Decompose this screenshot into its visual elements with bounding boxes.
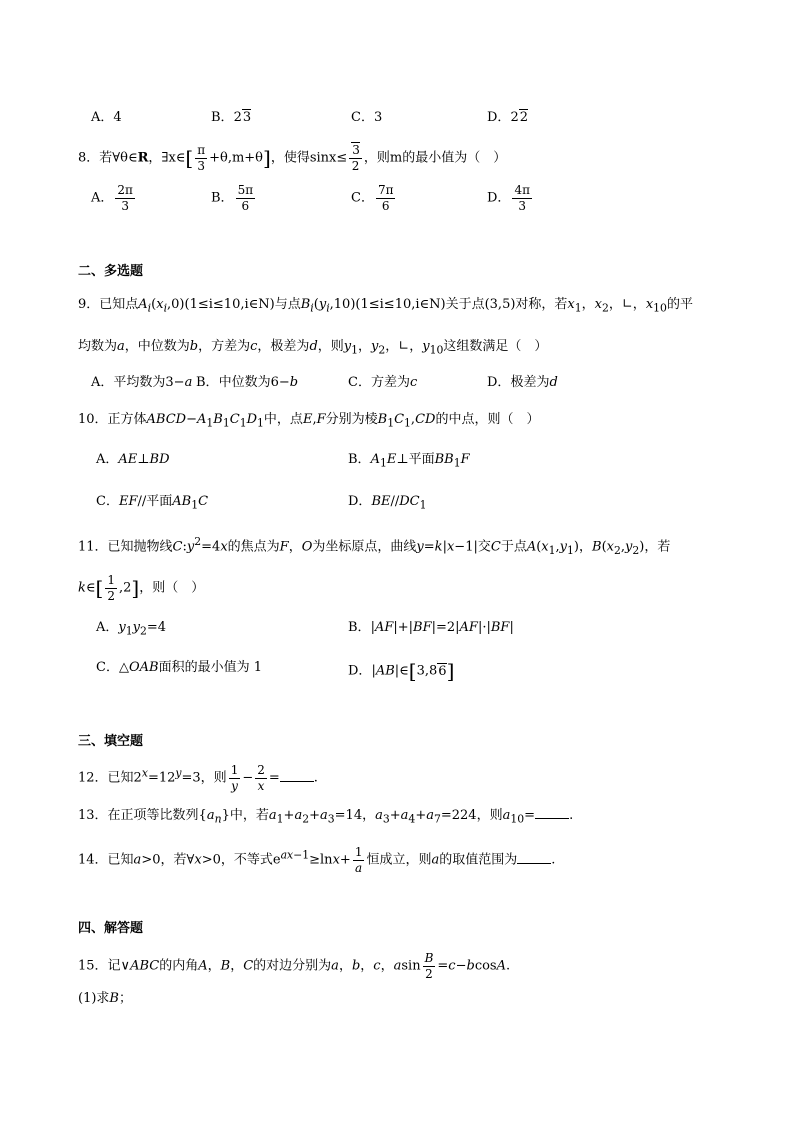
q7-option-a: A．4 [91, 110, 122, 125]
q7-option-b: B．23 [211, 110, 252, 125]
question-14: 14．已知a>0，若∀x>0，不等式$e^{ax-1}\ge\ln x+$ $\frac{1}{a}$ 恒成立，则a的取值范围为 . [78, 845, 556, 875]
q11-option-d: D．|AB|∈[3,86] [348, 659, 455, 683]
question-13: 13．在正项等比数列$\{a_n\}$中，若$a_1+a_2+a_3=14$，$a_3+a_4+a_7=224$，则$a_{10}=$ . [78, 808, 574, 826]
q9-option-c: C．方差为c [348, 375, 418, 390]
question-15: 15．记∨ABC的内角A，B，C的对边分别为a，b，c，asin $\frac{B}{2}$ =c−bcosA. [78, 951, 511, 981]
question-8-stem: 8．若∀θ∈R，∃x∈[ $\frac{\pi}{3}$ +θ,m+θ]，使得sinx≤ $\frac{3}{2}$ ，则m的最小值为（ ） [78, 143, 507, 173]
q10-option-c: C．EF//平面$AB_1C$ [96, 494, 209, 512]
question-11-line-1: 11．已知抛物线$C:y^2=4x$的焦点为F，O为坐标原点，曲线y=k|x−1|交C于点$A(x_1,y_1)$，$B(x_2,y_2)$，若 [78, 535, 671, 557]
q10-option-b: B．$A_1E\perp$平面$BB_1F$ [348, 452, 470, 470]
q10-option-d: D．$BE//DC_1$ [348, 494, 427, 512]
q7-option-d: D．22 [487, 110, 528, 125]
answer-blank [280, 771, 314, 782]
q8-option-b: B． $\frac{5\pi}{6}$ [211, 183, 254, 213]
question-15-part-1: (1)求B； [78, 991, 132, 1006]
q10-option-a: A．AE⊥BD [96, 452, 170, 467]
q11-option-b: B．|AF|+|BF|=2|AF|·|BF| [348, 620, 514, 635]
question-9-line-2: 均数为a，中位数为b，方差为c，极差为d，则$y_1$，$y_2$，∟，$y_{10}$这组数满足（ ） [78, 339, 548, 357]
q9-option-a: A．平均数为3−a [91, 375, 193, 390]
section-heading-multi-choice: 二、多选题 [78, 264, 144, 279]
answer-blank [517, 853, 551, 864]
question-11-line-2: k∈[ $\frac{1}{2}$ ,2]，则（ ） [78, 573, 205, 603]
q8-option-d: D． $\frac{4\pi}{3}$ [487, 183, 530, 213]
question-12: 12．已知$2^x=12^y=3$，则 $\frac{1}{y}$ − $\frac{2}{x}$ = . [78, 763, 318, 793]
answer-blank [535, 808, 569, 819]
q11-option-a: A．$y_1y_2=4$ [96, 620, 167, 638]
q7-option-c: C．3 [351, 110, 383, 125]
question-10-stem: 10．正方体$ABCD-A_1B_1C_1D_1$中，点E,F分别为棱$B_1C_1,CD$的中点，则（ ） [78, 412, 540, 430]
q8-option-c: C． $\frac{7\pi}{6}$ [351, 183, 394, 213]
q11-option-c: C．△OAB面积的最小值为 1 [96, 660, 262, 675]
q8-option-a: A． $\frac{2\pi}{3}$ [91, 183, 133, 213]
q9-option-d: D．极差为d [487, 375, 558, 390]
q9-option-b: B．中位数为6−b [196, 375, 299, 390]
section-heading-solution: 四、解答题 [78, 921, 144, 936]
question-9-line-1: 9．已知点$A_i(x_i,0)(1\le i\le 10,i\in N)$与点$B_i(y_i,10)(1\le i\le 10,i\in N)$关于点(3,5)对称，若$x_1$，$x_2$，∟，$x_{10}$的平 [78, 297, 693, 315]
section-heading-fill-blank: 三、填空题 [78, 734, 144, 749]
